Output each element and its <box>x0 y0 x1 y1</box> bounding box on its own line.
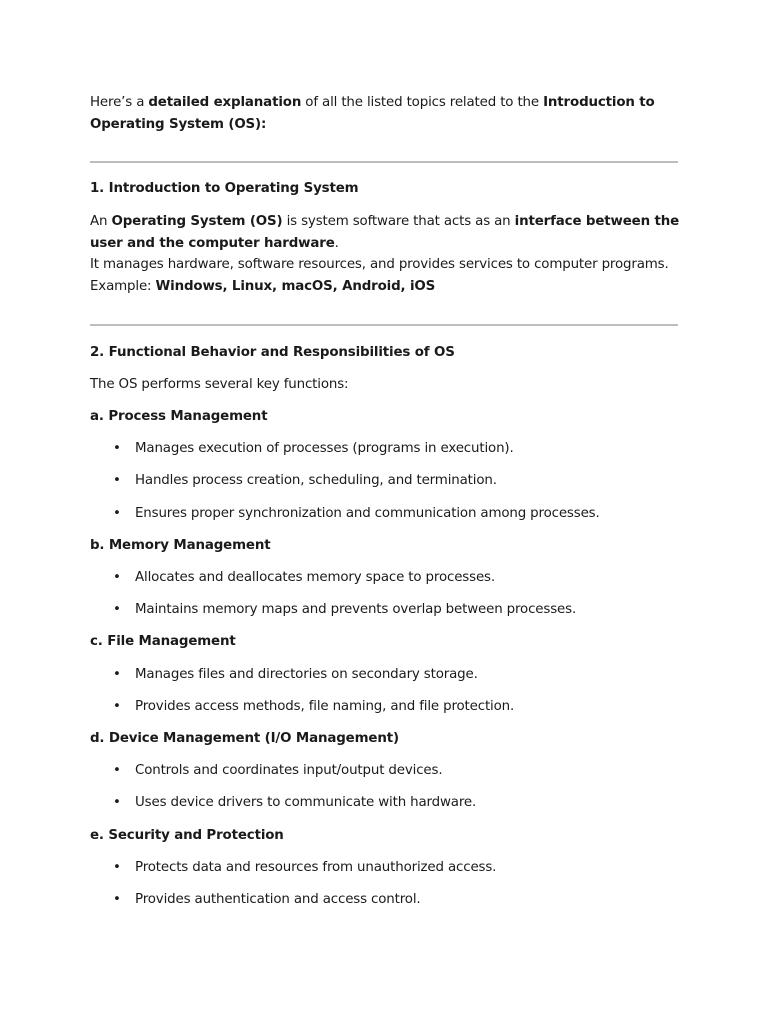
bullet-icon: • <box>113 506 121 521</box>
intro-bold-1: detailed explanation <box>148 95 302 110</box>
list-item-text: Protects data and resources from unauthorized access. <box>135 860 497 875</box>
def-bold-2: interface between the user and the computer hardware <box>90 214 680 251</box>
bullet-icon: • <box>113 441 121 456</box>
section-divider-2 <box>90 324 678 326</box>
list-item-text: Manages files and directories on secondary storage. <box>135 667 478 682</box>
list-item <box>113 760 442 782</box>
section-1-heading: 1. Introduction to Operating System <box>90 181 359 196</box>
def-text-2: is system software that acts as an <box>282 214 515 229</box>
bullet-icon: • <box>113 473 121 488</box>
list-item <box>113 438 514 460</box>
list-item-text: Manages execution of processes (programs in execution). <box>135 441 514 456</box>
list-item <box>113 503 600 525</box>
def-text-1: An <box>90 214 112 229</box>
section-divider-1 <box>90 161 678 163</box>
section-1-definition <box>90 211 690 254</box>
list-item <box>113 696 514 718</box>
bullet-icon: • <box>113 892 121 907</box>
subsection-title-file-management: c. File Management <box>90 634 236 649</box>
bullet-icon: • <box>113 602 121 617</box>
subsection-title-process-management: a. Process Management <box>90 409 268 424</box>
subsection-title-memory-management: b. Memory Management <box>90 538 271 553</box>
list-item-text: Maintains memory maps and prevents overlap between processes. <box>135 602 577 617</box>
section-1-example <box>90 276 690 298</box>
intro-bold-2: Introduction to Operating System (OS): <box>90 95 655 132</box>
bullet-icon: • <box>113 795 121 810</box>
subsection-title-device-management: d. Device Management (I/O Management) <box>90 731 399 746</box>
list-item-text: Allocates and deallocates memory space to processes. <box>135 570 495 585</box>
section-1-description: It manages hardware, software resources, and provides services to computer programs. <box>90 257 669 272</box>
intro-text-1: Here’s a <box>90 95 149 110</box>
example-label: Example: <box>90 279 156 294</box>
list-item-text: Provides authentication and access control. <box>135 892 421 907</box>
intro-paragraph <box>90 92 690 135</box>
list-item <box>113 889 421 911</box>
list-item-text: Handles process creation, scheduling, and termination. <box>135 473 497 488</box>
list-item <box>113 567 495 589</box>
bullet-icon: • <box>113 667 121 682</box>
bullet-icon: • <box>113 699 121 714</box>
example-value: Windows, Linux, macOS, Android, iOS <box>155 279 436 294</box>
list-item <box>113 664 478 686</box>
section-2-intro: The OS performs several key functions: <box>90 377 349 392</box>
subsection-title-security-and-protection: e. Security and Protection <box>90 828 284 843</box>
section-2-heading: 2. Functional Behavior and Responsibilities of OS <box>90 345 455 360</box>
list-item-text: Provides access methods, file naming, and file protection. <box>135 699 515 714</box>
list-item <box>113 792 476 814</box>
list-item-text: Uses device drivers to communicate with hardware. <box>135 795 477 810</box>
list-item <box>113 470 497 492</box>
def-bold-1: Operating System (OS) <box>111 214 283 229</box>
list-item-text: Ensures proper synchronization and communication among processes. <box>135 506 600 521</box>
list-item <box>113 857 496 879</box>
bullet-icon: • <box>113 763 121 778</box>
bullet-icon: • <box>113 860 121 875</box>
def-text-3: . <box>334 235 339 251</box>
list-item <box>113 599 576 621</box>
intro-text-2: of all the listed topics related to the <box>301 95 544 110</box>
bullet-icon: • <box>113 570 121 585</box>
list-item-text: Controls and coordinates input/output devices. <box>135 763 443 778</box>
